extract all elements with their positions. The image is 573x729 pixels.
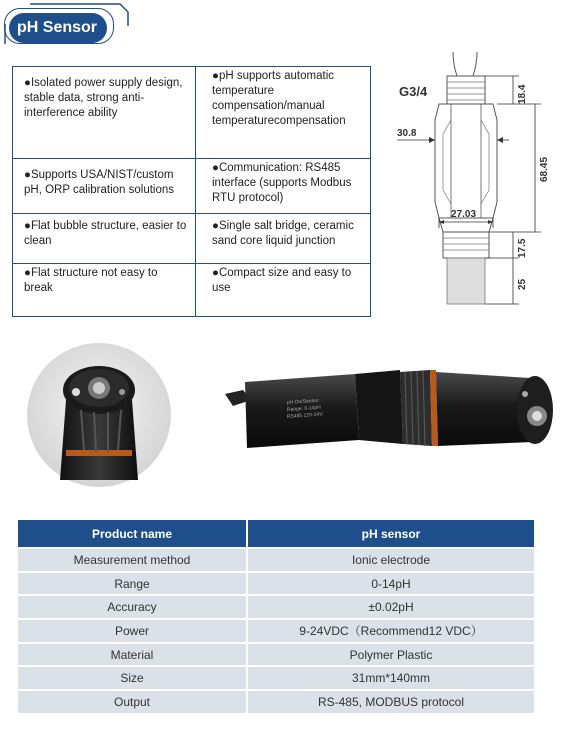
feature-cell: ●Supports USA/NIST/custom pH, ORP calibration solutions [13, 159, 196, 214]
feature-cell: ●Flat bubble structure, easier to clean [13, 214, 196, 264]
feature-cell: ●Isolated power supply design, stable data, strong anti-interference ability [13, 67, 196, 159]
dim-label: 18.4 [517, 84, 528, 104]
dim-label: 30.8 [397, 128, 417, 139]
dim-label: 68.45 [539, 156, 550, 182]
spec-row [18, 596, 534, 618]
spec-header-cell: pH sensor [248, 520, 534, 547]
spec-header-row [18, 520, 534, 547]
sensor-label-line: Range: 0-14pH [286, 404, 321, 413]
spec-row [18, 549, 534, 571]
title-badge-wrap [0, 0, 140, 50]
spec-value: Polymer Plastic [248, 644, 534, 666]
spec-label: Size [18, 667, 248, 689]
spec-value: ±0.02pH [248, 596, 534, 618]
features-row [13, 159, 371, 214]
spec-label: Material [18, 644, 248, 666]
feature-cell: ●Compact size and easy to use [196, 264, 371, 317]
dim-label: 27.03 [451, 209, 477, 220]
spec-value: 9-24VDC（Recommend12 VDC） [248, 620, 534, 642]
sensor-end-photo [26, 340, 172, 490]
spec-row [18, 620, 534, 642]
spec-row [18, 644, 534, 666]
features-row [13, 214, 371, 264]
spec-value: 31mm*140mm [248, 667, 534, 689]
features-table [12, 66, 371, 317]
spec-row [18, 691, 534, 713]
spec-table [18, 518, 534, 715]
sensor-label-line: RS485 12V-24V [286, 411, 323, 420]
sensor-side-photo [225, 360, 565, 470]
feature-cell: ●Communication: RS485 interface (supports Modbus RTU protocol) [196, 159, 371, 214]
features-row [13, 264, 371, 317]
page-title: pH Sensor [9, 13, 107, 43]
dim-label: 17.5 [517, 238, 528, 258]
dim-label: 25 [517, 278, 528, 290]
spec-label: Measurement method [18, 549, 248, 571]
feature-cell: ●Single salt bridge, ceramic sand core liquid junction [196, 214, 371, 264]
spec-header-cell: Product name [18, 520, 248, 547]
spec-label: Accuracy [18, 596, 248, 618]
dimension-drawing [385, 42, 565, 322]
sensor-label-line: pH On/Sensor [286, 397, 319, 406]
spec-row [18, 573, 534, 595]
feature-cell: ●pH supports automatic temperature compensation/manual temperaturecompensation [196, 67, 371, 159]
spec-value: 0-14pH [248, 573, 534, 595]
feature-cell: ●Flat structure not easy to break [13, 264, 196, 317]
thread-label: G3/4 [399, 84, 428, 99]
spec-label: Range [18, 573, 248, 595]
spec-label: Output [18, 691, 248, 713]
spec-value: RS-485, MODBUS protocol [248, 691, 534, 713]
features-row [13, 67, 371, 159]
spec-label: Power [18, 620, 248, 642]
spec-row [18, 667, 534, 689]
spec-value: Ionic electrode [248, 549, 534, 571]
